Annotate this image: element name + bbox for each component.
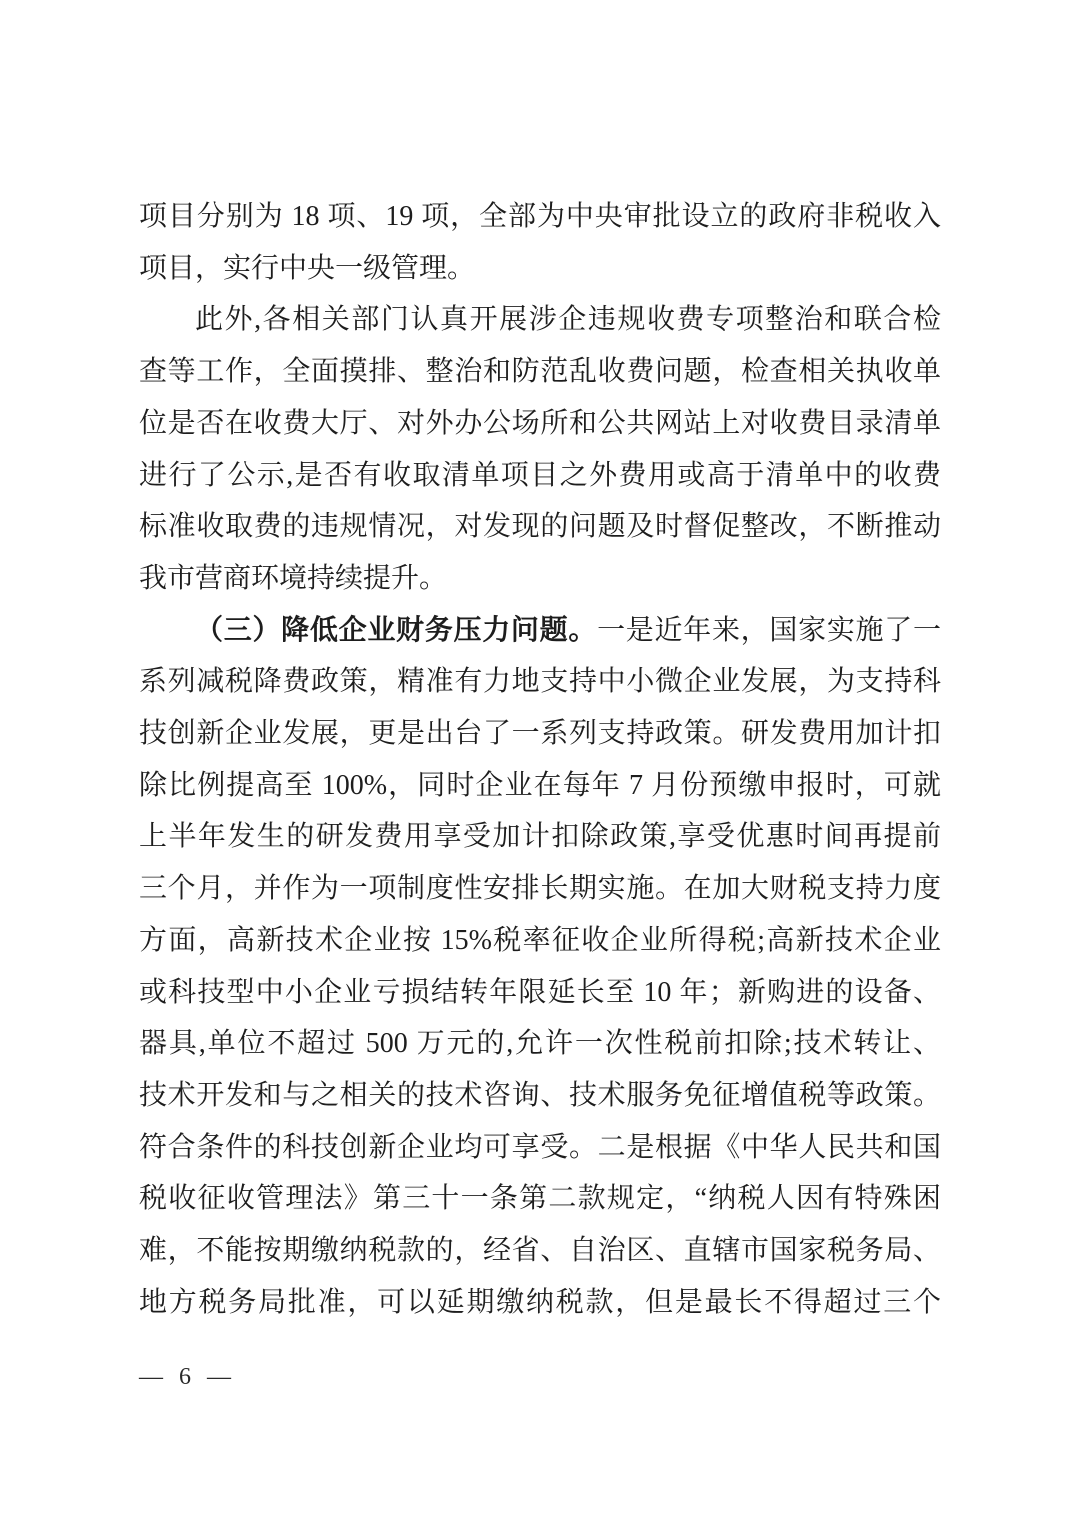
body-text: 符合条件的科技创新企业均可享受。二是根据《中华人民共和国 [139,1131,941,1163]
body-text: 进行了公示,是否有收取清单项目之外费用或高于清单中的收费 [139,459,941,491]
text-line [139,553,941,605]
text-line [139,967,941,1019]
body-text: 难，不能按期缴纳税款的，经省、自治区、直辖市国家税务局、 [139,1235,941,1267]
body-text: 三个月，并作为一项制度性安排长期实施。在加大财税支持力度 [139,873,941,905]
page-number: — 6 — [139,1364,232,1390]
body-text: 地方税务局批准，可以延期缴纳税款，但是最长不得超过三个 [139,1286,941,1318]
text-line [139,294,941,346]
body-text: 一是近年来，国家实施了一 [597,614,941,646]
body-text: 器具,单位不超过 500 万元的,允许一次性税前扣除;技术转让、 [139,1028,941,1060]
body-text: 位是否在收费大厅、对外办公场所和公共网站上对收费目录清单 [139,407,941,439]
text-line [139,605,941,657]
body-text: 技创新企业发展，更是出台了一系列支持政策。研发费用加计扣 [139,718,941,750]
text-line [139,656,941,708]
body-text: 除比例提高至 100%，同时企业在每年 7 月份预缴申报时，可就 [139,769,941,801]
body-text: 项目，实行中央一级管理。 [139,252,476,284]
text-line [139,708,941,760]
text-line [139,1018,941,1070]
body-text: 项目分别为 18 项、19 项，全部为中央审批设立的政府非税收入 [139,201,941,232]
body-text: 上半年发生的研发费用享受加计扣除政策,享受优惠时间再提前 [139,821,941,853]
body-text: 标准收取费的违规情况，对发现的问题及时督促整改，不断推动 [139,511,941,543]
body-text: 查等工作，全面摸排、整治和防范乱收费问题，检查相关执收单 [139,356,941,388]
section-heading: （三）降低企业财务压力问题。 [195,614,598,646]
body-text: 方面，高新技术企业按 15%税率征收企业所得税;高新技术企业 [139,924,941,956]
document-body [139,191,941,1328]
text-line [139,1173,941,1225]
text-line [139,346,941,398]
body-text: 系列减税降费政策，精准有力地支持中小微企业发展，为支持科 [139,666,941,698]
text-line [139,811,941,863]
body-text: 税收征收管理法》第三十一条第二款规定，“纳税人因有特殊困 [139,1183,941,1215]
text-line [139,501,941,553]
text-line [139,398,941,450]
text-line [139,1070,941,1122]
body-text: 或科技型中小企业亏损结转年限延长至 10 年；新购进的设备、 [139,976,941,1008]
body-text: 技术开发和与之相关的技术咨询、技术服务免征增值税等政策。 [139,1079,941,1111]
text-line [139,1225,941,1277]
text-line [139,915,941,967]
text-line [139,243,941,295]
text-line [139,1122,941,1174]
text-line [139,863,941,915]
body-text: 我市营商环境持续提升。 [139,562,448,594]
text-line [139,450,941,502]
text-line [139,191,941,243]
body-text: 此外,各相关部门认真开展涉企违规收费专项整治和联合检 [195,304,941,336]
text-line [139,1277,941,1329]
text-line [139,760,941,812]
